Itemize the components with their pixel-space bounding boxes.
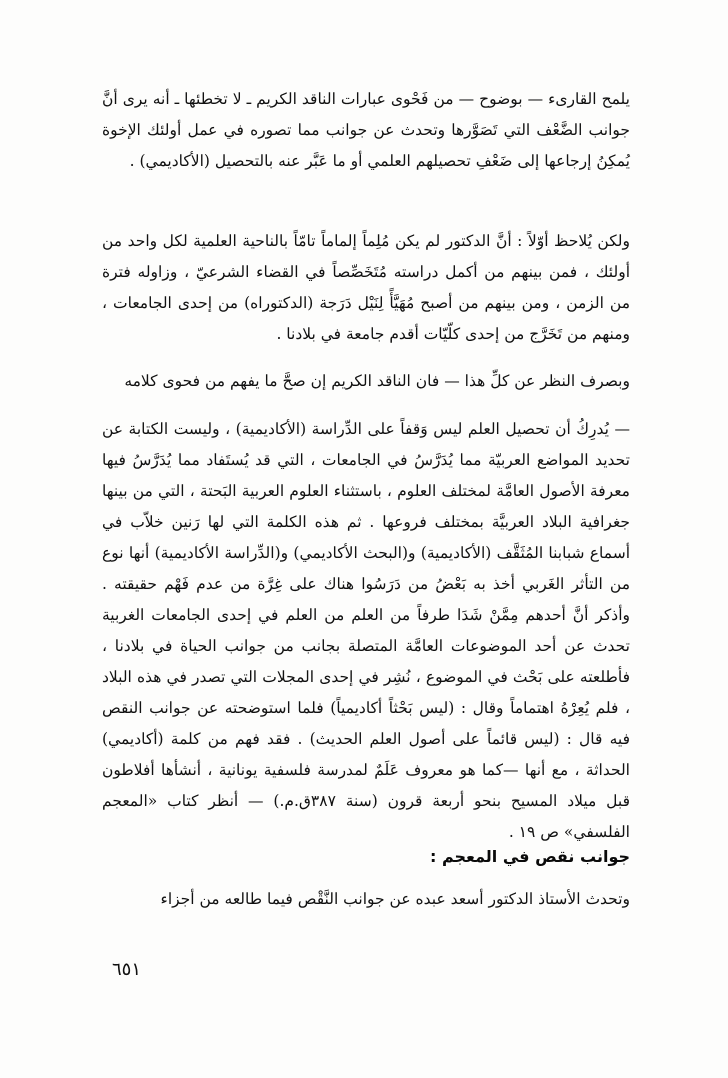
paragraph-regardless: وبصرف النظر عن كلِّ هذا — فان الناقد الكريم إن صحَّ ما يفهم من فحوى كلامه [124,372,630,390]
paragraph-first-observation: ولكن يُلاحظ أوّلاً : أنَّ الدكتور لم يكن مُلِماً إلماماً تامّاً بالناحية العلمية لكل واحد من أولئك ، فمن بينهم من أكمل دراسته مُتَخَصِّصاً في القضاء الشرعيّ ، وزاوله فترة من الزمن ، ومن بينهم من أصبح مُهَيَّأً لِنَيْل دَرَجة (الدكتوراه) من إحدى الجامعات ، ومنهم من تَخَرَّج من إحدى كلّيّات أقدم جامعة في بلادنا . [102,232,630,343]
paragraph-last: وتحدث الأستاذ الدكتور أسعد عبده عن جوانب النَّقْص فيما طالعه من أجزاء [160,890,630,908]
paragraph-academic-discussion: — يُدرِكُ أن تحصيل العلم ليس وَقفاً على الدِّراسة (الأكاديمية) ، وليست الكتابة عن تحديد المواضع العربيّة مما يُدَرَّسُ في الجامعات ، التي قد يُستَفاد مما يُدَرَّسُ فيها معرفة الأصول العامَّة لمختلف العلوم ، باستثناء العلوم العربية البَحتة ، التي من بينها جغرافية البلاد العربيَّة بمختلف فروعها . ثم هذه الكلمة التي لها رَنين خلاّب في أسماع شبابنا المُثَقَّف (الأكاديمية) و(البحث الأكاديمي) و(الدِّراسة الأكاديمية) أنها نوع من التأثر الغَربي أخذ به بَعْضُ من دَرَسُوا هناك على غِرَّة من عدم فَهْم حقيقته . وأذكر أنَّ أحدهم مِمَّنْ شَدَا طرفاً من العلم من العلم في إحدى الجامعات الغربية تحدث عن أحد الموضوعات العامَّة المتصلة بجانب من جوانب الحياة في بلادنا ، فأطلعته على بَحْث في الموضوع ، نُشِر في إحدى المجلات التي تصدر في هذه البلاد ، فلم يُعِرْهُ اهتماماً وقال : (ليس بَحْثاً أكاديمياً) فلما استوضحته عن جوانب النقص فيه قال : (ليس قائماً على أصول العلم الحديث) . فقد فهم من كلمة (أكاديمي) الحداثة ، مع أنها —كما هو معروف عَلَمٌ لمدرسة فلسفية يونانية ، أنشأها أفلاطون قبل ميلاد المسيح بنحو أربعة قرون (سنة ٣٨٧ق.م.) — أنظر كتاب «المعجم الفلسفي» ص ١٩ . [102,420,630,841]
paragraph-critic-weakness: يلمح القارىء — بوضوح — من فَحْوى عبارات الناقد الكريم ـ لا تخطئها ـ أنه يرى أنَّ جوانب الضَّعْف التي تَصَوَّرها وتحدث عن جوانب مما تصوره في عمل أولئك الإخوة يُمكِنُ إرجاعها إلى ضَعْفِ تحصيلهم العلمي أو ما عَبَّر عنه بالتحصيل (الأكاديمي) . [102,90,630,170]
page-number: ٦٥١ [112,959,142,980]
section-heading: جوانب نقص في المعجم : [429,847,630,866]
